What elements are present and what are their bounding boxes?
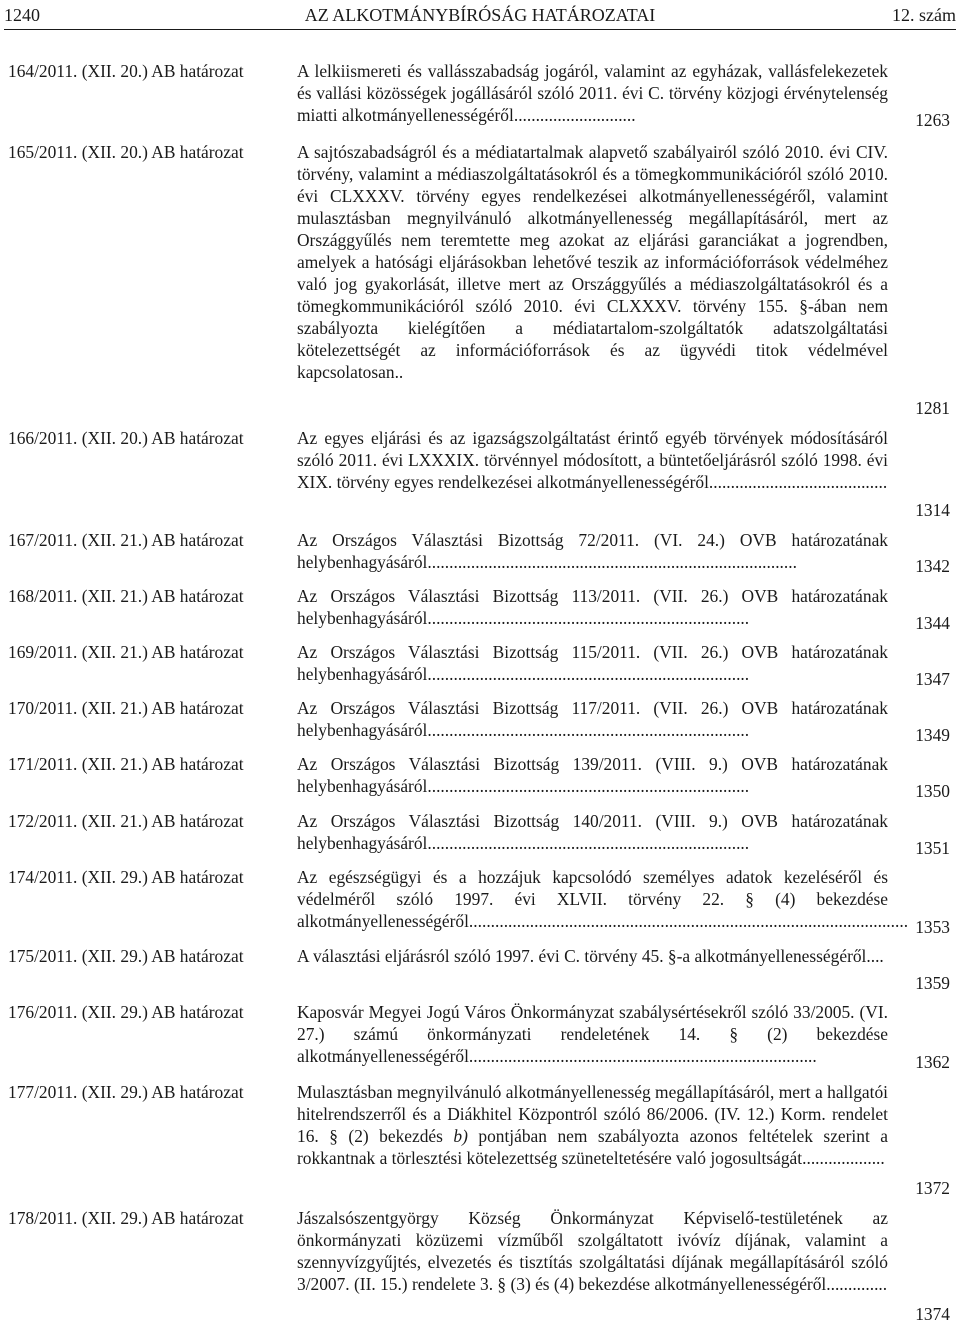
leader-dots: ..........................................................................	[427, 833, 750, 853]
issue-number: 12. szám	[892, 5, 956, 25]
resolution-reference: 164/2011. (XII. 20.) AB határozat	[8, 61, 244, 81]
page-reference: 1263	[915, 110, 950, 130]
description-text: Jászalsószentgyörgy Község Önkormányzat Képviselő-testületének az önkormányzati közüzemi vízműből szolgáltatott ivóvíz díjának, valamint a szennyvízgyűjtés, elvezetés és tisztítás szolgáltatási díjának megállapításáról szóló 3/2007. (II. 15.) rendelete 3. § (3) és (4) bekezdése alkotmányellenességéről	[297, 1208, 888, 1294]
leader-dots: ..........................................................................	[427, 664, 750, 684]
page-reference: 1372	[915, 1178, 950, 1198]
description-text-continued: pontjában nem szabályozta azonos feltételek szerint a rokkantnak a törlesztési kötelezettség szüneteltetésére való jogosultságát	[297, 1126, 888, 1168]
leader-dots: .........................................	[708, 472, 888, 492]
resolution-description	[297, 60, 888, 126]
page-reference: 1314	[915, 500, 950, 520]
page-reference: 1344	[915, 613, 950, 633]
header-divider	[4, 29, 956, 30]
resolution-reference: 176/2011. (XII. 29.) AB határozat	[8, 1002, 244, 1022]
description-text: Kaposvár Megyei Jogú Város Önkormányzat szabálysértésekről szóló 33/2005. (VI. 27.) számú önkormányzati rendeletének 14. § (2) bekezdése alkotmányellenességéről	[297, 1002, 888, 1066]
leader-dots: ............................	[513, 105, 636, 125]
resolution-description	[297, 1001, 888, 1067]
resolution-description	[297, 141, 888, 383]
description-text: Az Országos Választási Bizottság 113/2011. (VII. 26.) OVB határozatának helybenhagyásáról	[297, 586, 888, 628]
resolution-reference: 170/2011. (XII. 21.) AB határozat	[8, 698, 244, 718]
description-text: A választási eljárásról szóló 1997. évi C. törvény 45. §-a alkotmányellenességéről	[297, 946, 867, 966]
description-text: Az Országos Választási Bizottság 140/2011. (VIII. 9.) OVB határozatának helybenhagyásáról	[297, 811, 888, 853]
leader-dots: ..........................................................................	[427, 608, 750, 628]
page-reference: 1350	[915, 781, 950, 801]
resolution-reference: 174/2011. (XII. 29.) AB határozat	[8, 867, 244, 887]
leader-dots: ..............	[826, 1274, 888, 1294]
resolution-description	[297, 810, 888, 854]
description-text: Az egészségügyi és a hozzájuk kapcsolódó személyes adatok kezeléséről és védelméről szóló 1997. évi XLVII. törvény 22. § (4) bekezdése alkotmányellenességéről	[297, 867, 888, 931]
resolution-reference: 178/2011. (XII. 29.) AB határozat	[8, 1208, 244, 1228]
leader-dots: .....................................................................................................	[468, 911, 909, 931]
leader-dots: ..	[394, 362, 404, 382]
page-reference: 1281	[915, 398, 950, 418]
page-reference: 1349	[915, 725, 950, 745]
leader-dots: ....	[866, 946, 884, 966]
description-text: Az Országos Választási Bizottság 117/2011. (VII. 26.) OVB határozatának helybenhagyásáról	[297, 698, 888, 740]
resolution-description	[297, 427, 888, 493]
description-text: A sajtószabadságról és a médiatartalmak alapvető szabályairól szóló 2010. évi CIV. törvény, valamint a médiaszolgáltatásokról és a tömegkommunikációról szóló 2010. évi CLXXXV. törvény egyes rendelkezései alkotmányellenességéről, valamint mulasztásban megnyilvánuló alkotmányellenesség megállapításáról, mert az Országgyűlés nem teremtette meg azokat az eljárási garanciákat a jogrendben, amelyek a hatósági eljárásokban lehetővé teszik az információforrások védelméhez való jog gyakorlását, illetve mert az Országgyűlés a médiaszolgáltatásokról és a tömegkommunikációról szóló 2010. évi CLXXXV. törvény 155. §-ában nem szabályozta kielégítően a médiatartalom-szolgáltatók adatszolgáltatási kötelezettségét az információforrások és az ügyvédi titok védelmével kapcsolatosan	[297, 142, 888, 382]
page-reference: 1347	[915, 669, 950, 689]
resolution-reference: 168/2011. (XII. 21.) AB határozat	[8, 586, 244, 606]
description-text: Az egyes eljárási és az igazságszolgáltatást érintő egyéb törvények módosításáról szóló 2011. évi LXXXIX. törvénnyel módosított, a büntetőeljárásról szóló 1998. évi XIX. törvény egyes rendelkezései alkotmányellenességéről	[297, 428, 888, 492]
resolution-reference: 169/2011. (XII. 21.) AB határozat	[8, 642, 244, 662]
resolution-description	[297, 1081, 888, 1169]
resolution-reference: 166/2011. (XII. 20.) AB határozat	[8, 428, 244, 448]
description-text: Az Országos Választási Bizottság 72/2011. (VI. 24.) OVB határozatának helybenhagyásáról	[297, 530, 888, 572]
page-reference: 1351	[915, 838, 950, 858]
resolution-description	[297, 641, 888, 685]
description-text: A lelkiismereti és vallásszabadság jogáról, valamint az egyházak, vallásfelekezetek és vallási közösségek jogállásáról szóló 2011. évi C. törvény közjogi érvénytelenség miatti alkotmányellenességéről	[297, 61, 888, 125]
leader-dots: .....................................................................................	[427, 552, 797, 572]
resolution-description	[297, 529, 888, 573]
page-header	[0, 4, 960, 28]
description-text: Az Országos Választási Bizottság 139/2011. (VIII. 9.) OVB határozatának helybenhagyásáról	[297, 754, 888, 796]
page-reference: 1362	[915, 1052, 950, 1072]
leader-dots: ...................	[802, 1148, 885, 1168]
resolution-reference: 177/2011. (XII. 29.) AB határozat	[8, 1082, 244, 1102]
page-reference: 1359	[915, 973, 950, 993]
page-number: 1240	[4, 5, 40, 25]
resolution-description	[297, 866, 909, 932]
leader-dots: ..........................................................................	[427, 720, 750, 740]
publication-title: AZ ALKOTMÁNYBÍRÓSÁG HATÁROZATAI	[304, 5, 656, 25]
leader-dots: ................................................................................	[468, 1046, 817, 1066]
page-reference: 1353	[915, 917, 950, 937]
resolution-description	[297, 753, 888, 797]
resolution-reference: 172/2011. (XII. 21.) AB határozat	[8, 811, 244, 831]
page-reference: 1342	[915, 556, 950, 576]
italic-point-marker: b)	[453, 1126, 468, 1146]
page-reference: 1374	[915, 1304, 950, 1324]
resolution-reference: 175/2011. (XII. 29.) AB határozat	[8, 946, 244, 966]
description-text: Mulasztásban megnyilvánuló alkotmányellenesség megállapításáról, mert a hallgatói hitelrendszerről és a Diákhitel Központról szóló 86/2006. (IV. 12.) Korm. rendelet 16. § (2) bekezdés	[297, 1082, 888, 1146]
resolution-description	[297, 697, 888, 741]
leader-dots: ..........................................................................	[427, 776, 750, 796]
resolution-reference: 165/2011. (XII. 20.) AB határozat	[8, 142, 244, 162]
resolution-description	[297, 1207, 888, 1295]
resolution-description	[297, 585, 888, 629]
resolution-reference: 171/2011. (XII. 21.) AB határozat	[8, 754, 244, 774]
description-text: Az Országos Választási Bizottság 115/2011. (VII. 26.) OVB határozatának helybenhagyásáról	[297, 642, 888, 684]
resolution-reference: 167/2011. (XII. 21.) AB határozat	[8, 530, 244, 550]
resolution-description	[297, 945, 888, 967]
